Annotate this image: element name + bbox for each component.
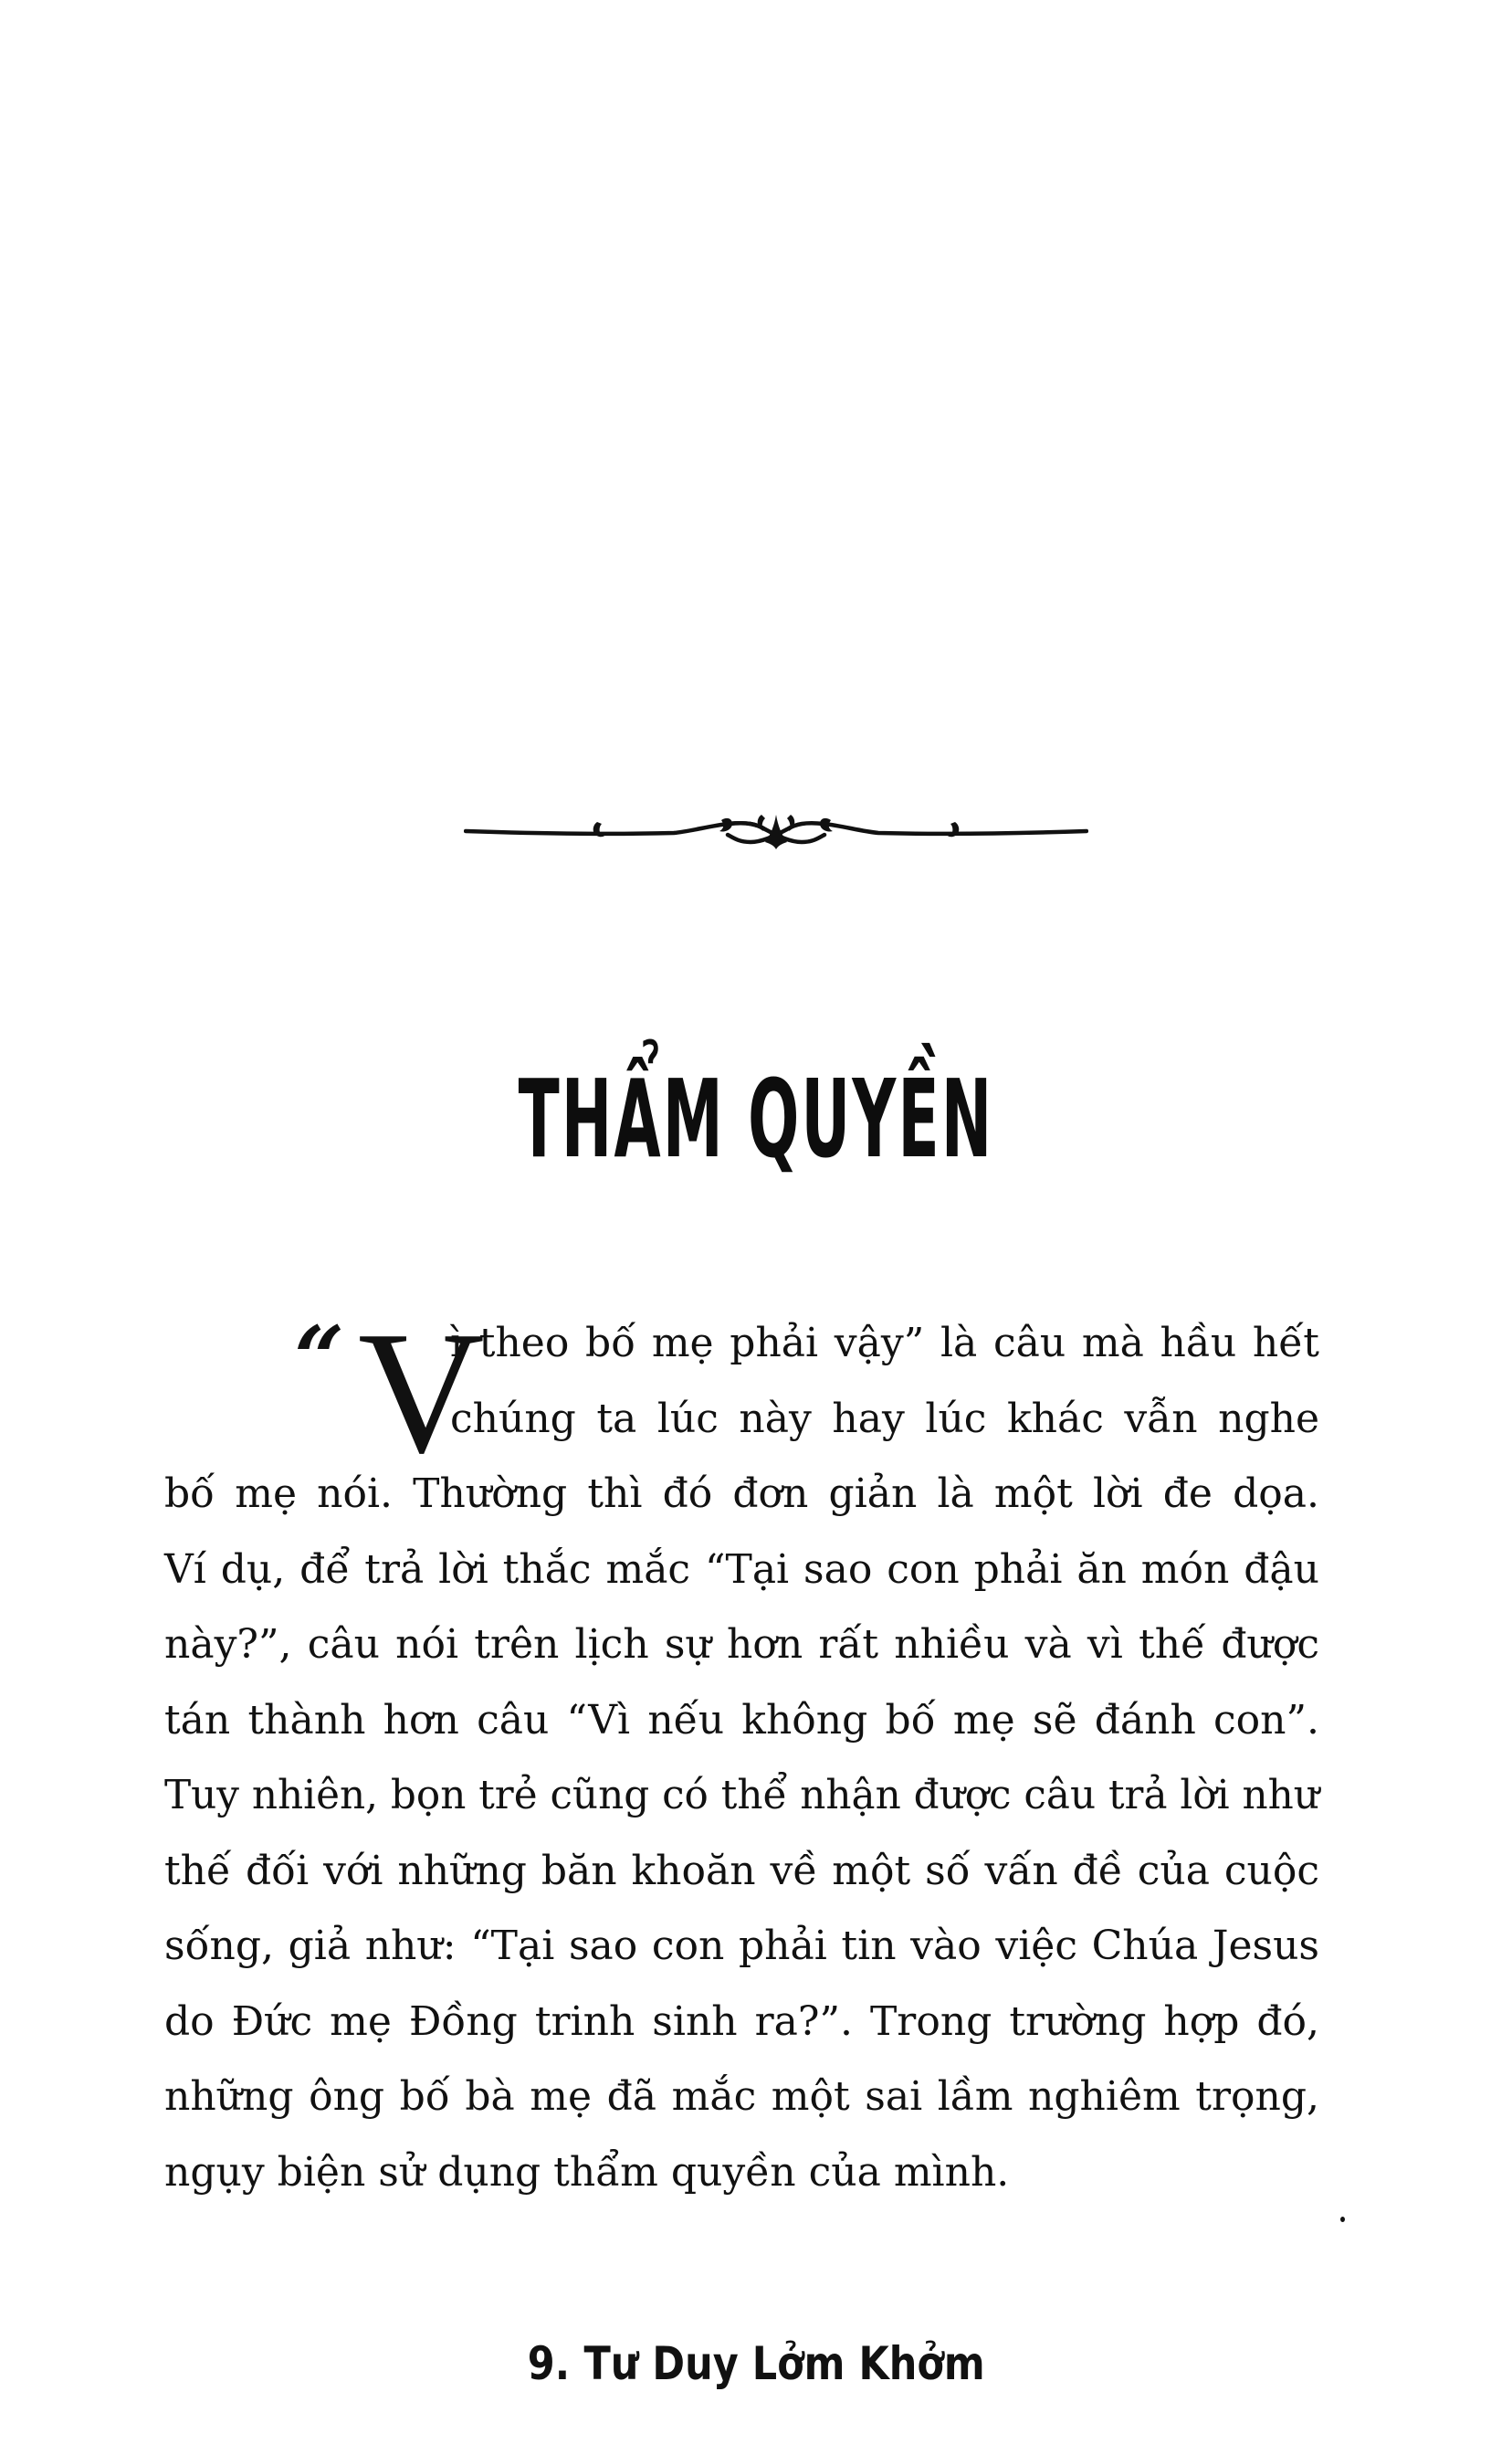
chapter-title-text: THẨM QUYỀN	[518, 1056, 994, 1182]
flourish-divider-icon	[464, 804, 1088, 859]
paragraph-line: những ông bố bà mẹ đã mắc một sai lầm nghiêm trọng,	[164, 2073, 1319, 2120]
drop-cap-letter: V	[358, 1295, 485, 1490]
paragraph-line: do Đức mẹ Đồng trinh sinh ra?”. Trong trường hợp đó,	[164, 1997, 1319, 2045]
running-footer	[0, 2334, 1512, 2393]
paragraph-line: tán thành hơn câu “Vì nếu không bố mẹ sẽ đánh con”.	[164, 1696, 1319, 1744]
paragraph-line: sống, giả như: “Tại sao con phải tin vào việc Chúa Jesus	[164, 1923, 1319, 1969]
footer-content	[528, 2334, 985, 2393]
drop-cap-quote-mark: “	[294, 1307, 345, 1410]
paragraph-line: Ví dụ, để trả lời thắc mắc “Tại sao con phải ăn món đậu	[164, 1545, 1319, 1593]
paragraph-line: bố mẹ nói. Thường thì đó đơn giản là một lời đe dọa.	[164, 1470, 1319, 1517]
page-number: 9.	[527, 2337, 570, 2390]
paragraph-line-text: Tuy nhiên, bọn trẻ cũng có thể nhận được câu trả lời như	[164, 1772, 1319, 1818]
book-title: Tư Duy Lởm Khởm	[583, 2337, 985, 2390]
chapter-title	[0, 1050, 1512, 1187]
body-paragraph	[164, 1295, 1319, 2210]
paragraph-line: này?”, câu nói trên lịch sự hơn rất nhiều và vì thế được	[164, 1621, 1319, 1668]
paragraph-line: ì theo bố mẹ phải vậy” là câu mà hầu hết	[450, 1320, 1319, 1366]
paragraph-line	[164, 1758, 1319, 1834]
paragraph-line: thế đối với những băn khoăn về một số vấn đề của cuộc	[164, 1847, 1319, 1894]
paragraph-line: chúng ta lúc này hay lúc khác vẫn nghe	[450, 1395, 1319, 1442]
paragraph-line: ngụy biện sử dụng thẩm quyền của mình.	[164, 2148, 1010, 2196]
scan-speck	[1340, 2217, 1345, 2222]
